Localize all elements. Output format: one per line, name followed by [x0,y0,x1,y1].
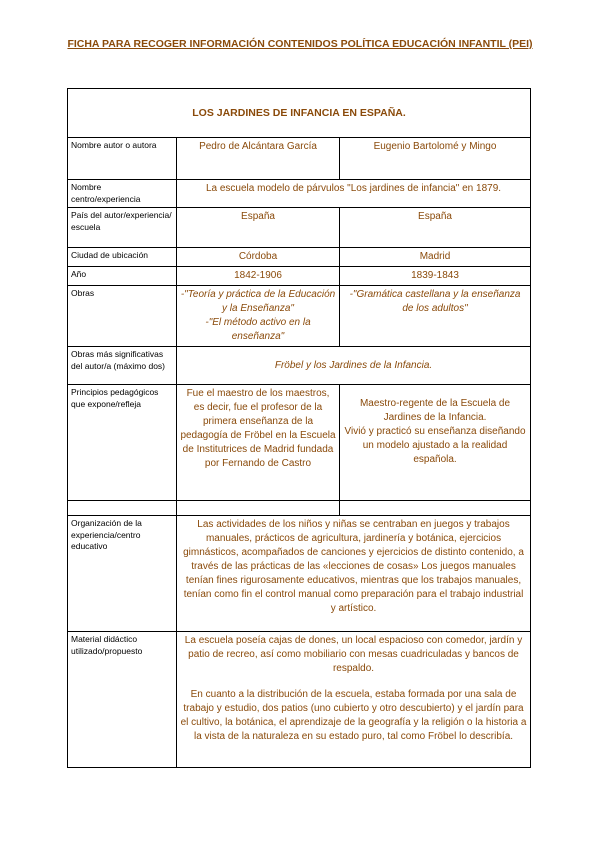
label-autor: Nombre autor o autora [68,138,177,180]
pais-2: España [340,208,531,248]
material-value [177,632,531,768]
obras-2-line1: -"Gramática castellana y la enseñanza de los adultos" [349,289,521,314]
table-row [68,286,531,347]
table-row [68,516,531,632]
table-row [68,347,531,385]
principios-2 [340,385,531,501]
material-paragraph-2: En cuanto a la distribución de la escuela, estaba formada por una sala de trabajo y estudio, dos patios (uno cubierto y otro descubierto) y el jardín para el cultivo, la botánica, el aprendizaje de la geografía y la religión o la historia a la vista de la naturaleza en su estado puro, tal como Fröbel lo describía. [180,689,527,742]
ciudad-2: Madrid [340,248,531,267]
ciudad-1: Córdoba [177,248,340,267]
label-centro: Nombre centro/experiencia [68,180,177,208]
table-heading: LOS JARDINES DE INFANCIA EN ESPAÑA. [68,89,531,138]
label-obras-significativas: Obras más significativas del autor/a (máximo dos) [68,347,177,385]
principios-1: Fue el maestro de los maestros, es decir, fue el profesor de la primera enseñanza de la pedagogía de Fröbel en la Escuela de Institutrices de Madrid fundada por Fernando de Castro [177,385,340,501]
anio-1: 1842-1906 [177,267,340,286]
label-principios: Principios pedagógicos que expone/refleja [68,385,177,501]
table-row [68,267,531,286]
table-heading-row [68,89,531,138]
table-row [68,208,531,248]
info-table [67,88,531,768]
table-row [68,248,531,267]
document-title: FICHA PARA RECOGER INFORMACIÓN CONTENIDOS POLÍTICA EDUCACIÓN INFANTIL (PEI) [67,38,533,50]
material-paragraph-1: La escuela poseía cajas de dones, un local espacioso con comedor, jardín y patio de recreo, así como mobiliario con mesas cuadriculadas y bancos de respaldo. [184,635,523,674]
label-organizacion: Organización de la experiencia/centro educativo [68,516,177,632]
autor-2: Eugenio Bartolomé y Mingo [340,138,531,180]
autor-1: Pedro de Alcántara García [177,138,340,180]
principios-2-line1: Maestro-regente de la Escuela de Jardines de la Infancia. [359,398,511,423]
label-pais: País del autor/experiencia/ escuela [68,208,177,248]
obras-1 [177,286,340,347]
pais-1: España [177,208,340,248]
obras-1-line1: -"Teoría y práctica de la Educación y la Enseñanza" [180,289,336,314]
organizacion-value: Las actividades de los niños y niñas se centraban en juegos y trabajos manuales, prácticos de agricultura, jardinería y botánica, ejercicios gimnásticos, acompañados de canciones y ejercicios de distinto contenido, a través de las prácticas de las «lecciones de cosas» Los juegos manuales tenían fines rigurosamente educativos, mientras que los trabajos manuales, tenían como fin el control manual como preparación para el trabajo industrial y artístico. [177,516,531,632]
table-row-empty [68,501,531,516]
label-anio: Año [68,267,177,286]
table-row [68,138,531,180]
obras-2 [340,286,531,347]
label-material: Material didáctico utilizado/propuesto [68,632,177,768]
table-row [68,632,531,768]
table-row [68,180,531,208]
centro-value: La escuela modelo de párvulos "Los jardines de infancia" en 1879. [177,180,531,208]
obras-significativas-value: Fröbel y los Jardines de la Infancia. [177,347,531,385]
label-obras: Obras [68,286,177,347]
principios-2-line2: Vivió y practicó su enseñanza diseñando un modelo ajustado a la realidad española. [344,426,526,465]
obras-1-line2: -"El método activo en la enseñanza" [205,317,311,342]
table-row [68,385,531,501]
anio-2: 1839-1843 [340,267,531,286]
label-ciudad: Ciudad de ubicación [68,248,177,267]
